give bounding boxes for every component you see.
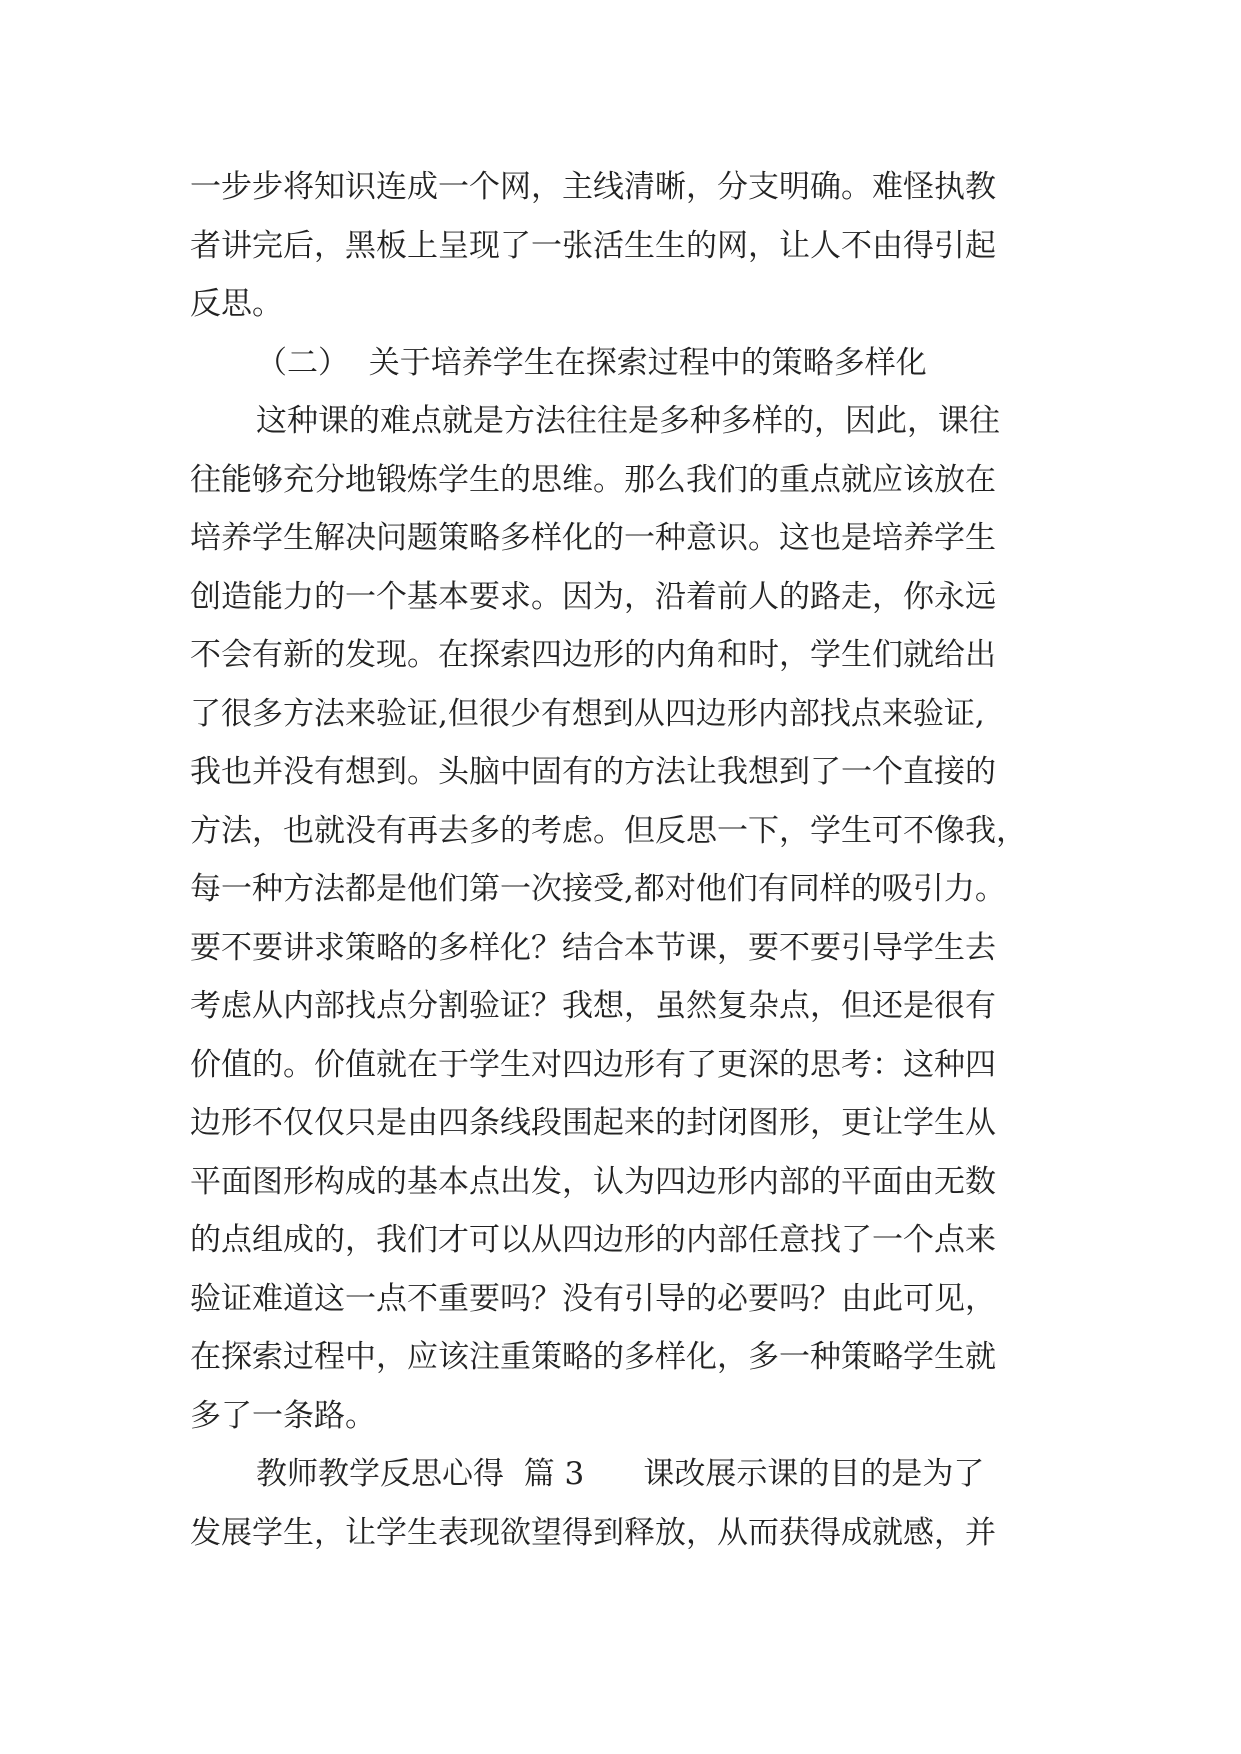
text-line: 在探索过程中，应该注重策略的多样化，多一种策略学生就 xyxy=(190,1339,996,1375)
text-line: 方法，也就没有再去多的考虑。但反思一下，学生可不像我， xyxy=(190,812,1027,849)
text-line: 不会有新的发现。在探索四边形的内角和时，学生们就给出 xyxy=(190,637,996,673)
text-line: 培养学生解决问题策略多样化的一种意识。这也是培养学生 xyxy=(190,520,996,556)
paragraph-first-line: 这种课的难点就是方法往往是多种多样的，因此，课往 xyxy=(256,403,1000,439)
text-line: 要不要讲求策略的多样化？结合本节课，要不要引导学生去 xyxy=(190,929,996,966)
text-line: 一步步将知识连成一个网，主线清晰，分支明确。难怪执教 xyxy=(190,169,996,205)
text-line: 边形不仅仅只是由四条线段围起来的封闭图形，更让学生从 xyxy=(190,1105,996,1141)
text-line: 验证难道这一点不重要吗？没有引导的必要吗？由此可见， xyxy=(190,1280,996,1317)
text-line: 的点组成的，我们才可以从四边形的内部任意找了一个点来 xyxy=(190,1222,996,1258)
text-line: 我也并没有想到。头脑中固有的方法让我想到了一个直接的 xyxy=(190,754,996,790)
text-line: 反思。 xyxy=(190,286,283,322)
text-line: 多了一条路。 xyxy=(190,1397,376,1434)
text-line: 平面图形构成的基本点出发，认为四边形内部的平面由无数 xyxy=(190,1163,996,1200)
text-line: 价值的。价值就在于学生对四边形有了更深的思考：这种四 xyxy=(190,1046,996,1083)
text-line: 了很多方法来验证,但很少有想到从四边形内部找点来验证, xyxy=(190,695,985,732)
text-line: 者讲完后，黑板上呈现了一张活生生的网，让人不由得引起 xyxy=(190,227,996,264)
text-line: 创造能力的一个基本要求。因为，沿着前人的路走，你永远 xyxy=(190,578,996,615)
article-title-line: 教师教学反思心得 篇 3 课改展示课的目的是为了 xyxy=(256,1456,985,1492)
text-line: 考虑从内部找点分割验证？我想，虽然复杂点，但还是很有 xyxy=(190,988,996,1024)
text-line: 往能够充分地锻炼学生的思维。那么我们的重点就应该放在 xyxy=(190,461,996,498)
text-line: 发展学生，让学生表现欲望得到释放，从而获得成就感，并 xyxy=(190,1514,996,1551)
section-heading: （二） 关于培养学生在探索过程中的策略多样化 xyxy=(256,344,927,381)
text-line: 每一种方法都是他们第一次接受,都对他们有同样的吸引力。 xyxy=(190,871,1006,907)
body-text xyxy=(190,158,1050,1562)
